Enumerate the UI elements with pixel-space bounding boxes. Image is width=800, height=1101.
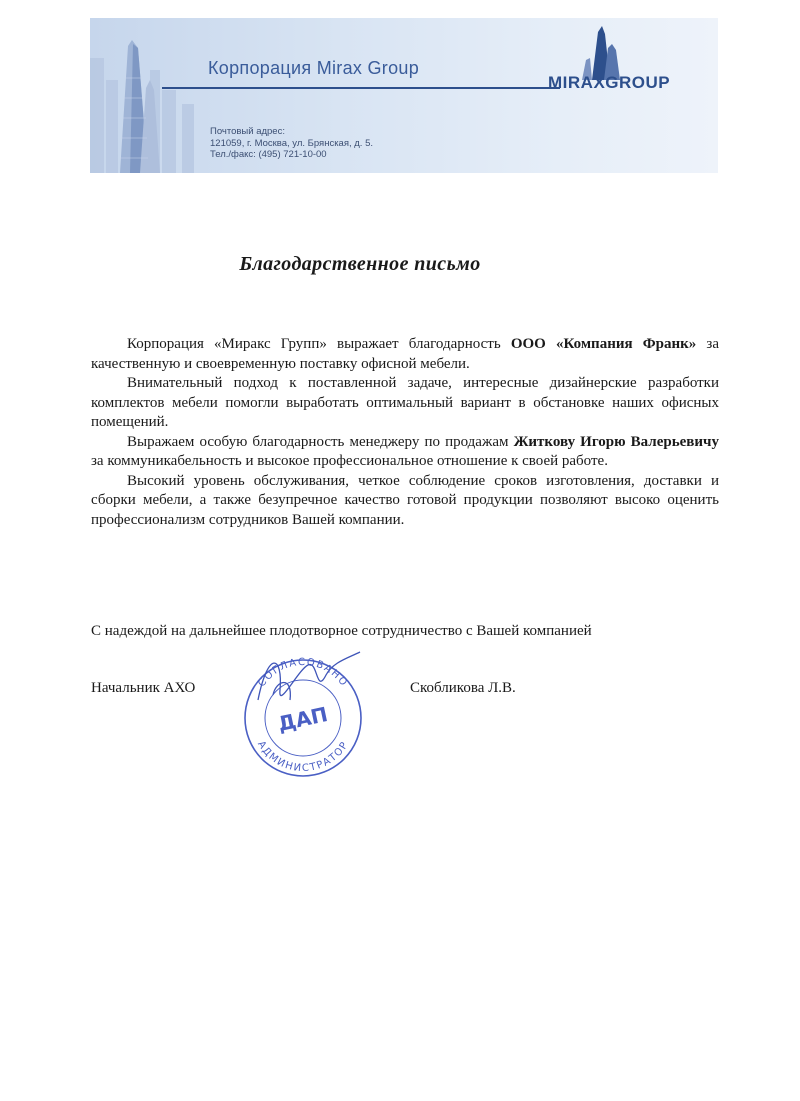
p3-text-c: за коммуникабельность и высокое профессиональное отношение к своей работе. (91, 453, 608, 469)
company-name: Корпорация Mirax Group (208, 58, 420, 78)
p1-company-name: ООО «Компания Франк» (510, 336, 697, 352)
letter-title: Благодарственное письмо (239, 253, 481, 275)
paragraph-3 (91, 433, 719, 472)
stamp-ring-top: СОГЛАСОВАНО (256, 656, 350, 690)
p3-text-a: Выражаем особую благодарность менеджеру по продажам (127, 433, 514, 450)
address-label: Почтовый адрес: (210, 126, 285, 137)
skyline-illustration (90, 18, 718, 173)
stamp-ring-bottom: АДМИНИСТРАТОР (255, 739, 351, 775)
svg-text:СОГЛАСОВАНО (256, 657, 349, 689)
stamp-center-text: ДАП (275, 702, 330, 736)
letter-body (91, 335, 719, 530)
brand-logo-text: MIRAXGROUP (548, 73, 671, 92)
mirax-logo-icon (582, 26, 620, 80)
paragraph-4: Высокий уровень обслуживания, четкое соблюдение сроков изготовления, доставки и сборки мебели, а также безупречное качество готовой продукции позволяют высоко оценить профессионализм сотрудников Вашей компании. (91, 472, 719, 528)
svg-text:АДМИНИСТРАТОР (255, 739, 351, 774)
postal-address (210, 126, 373, 161)
phone-fax-line: Тел./факс: (495) 721-10-00 (210, 149, 327, 160)
paragraph-1 (91, 335, 719, 374)
signatory-name: Скобликова Л.В. (410, 680, 516, 696)
p1-text-c: за качественную и своевременную поставку офисной мебели. (91, 336, 719, 372)
address-line: 121059, г. Москва, ул. Брянская, д. 5. (210, 137, 374, 149)
signatory-position: Начальник АХО (91, 680, 196, 696)
approval-stamp (238, 640, 368, 780)
letterhead-rule (162, 87, 560, 89)
paragraph-2: Внимательный подход к поставленной задаче, интересные дизайнерские разработки комплектов мебели помогли выработать оптимальный вариант в обстановке наших офисных помещений. (91, 375, 719, 430)
closing-line: С надеждой на дальнейшее плодотворное сотрудничество с Вашей компанией (91, 623, 592, 639)
p1-text-a: Корпорация «Миракс Групп» выражает благодарность (127, 336, 511, 352)
letterhead (90, 18, 718, 173)
p3-manager-name: Житкову Игорю Валерьевичу (513, 433, 719, 450)
